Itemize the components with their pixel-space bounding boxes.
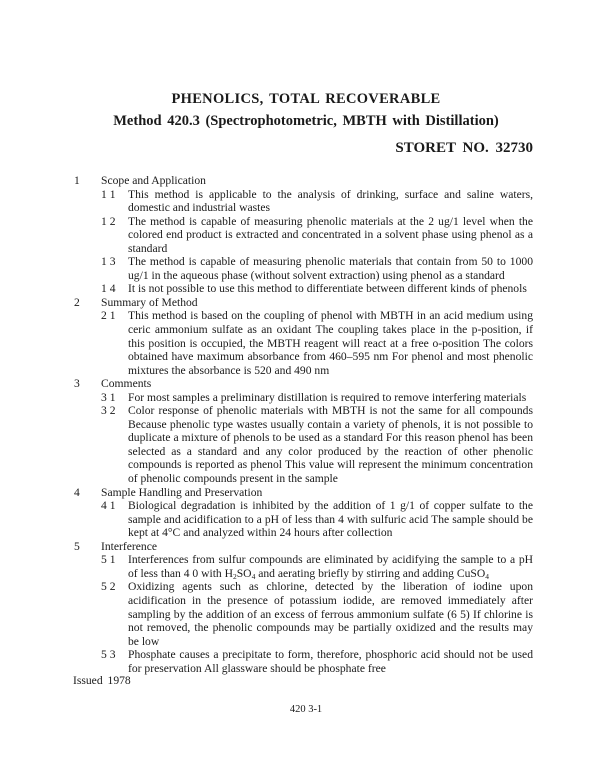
section-title: Comments: [101, 377, 152, 391]
issued-date: Issued 1978: [73, 674, 131, 687]
item-text: This method is applicable to the analysis of drinking, surface and saline waters, domestic and industrial wastes: [128, 187, 533, 215]
section-number: 4: [74, 485, 80, 499]
section-item: [0, 255, 533, 282]
subscript: 4: [251, 571, 256, 581]
item-text: [128, 553, 533, 580]
section-heading: [0, 486, 612, 500]
section-item: [0, 391, 533, 405]
text-run: SO: [236, 566, 252, 580]
section-comments: [0, 377, 612, 485]
section-item: [0, 309, 533, 377]
storet-number: STORET NO. 32730: [395, 140, 533, 156]
section-number: 1: [74, 174, 80, 187]
item-number: 4 1: [101, 499, 116, 513]
item-text: The method is capable of measuring phenolic materials that contain from 50 to 1000 ug/1 in the aqueous phase (without solvent extraction) using phenol as a standard: [128, 255, 533, 282]
section-title: Summary of Method: [101, 295, 198, 309]
page-number: 420 3-1: [289, 704, 323, 715]
section-title: Interference: [101, 539, 157, 553]
item-number: 1 4: [101, 282, 116, 296]
item-text: The method is capable of measuring phenolic materials at the 2 ug/1 level when the colored end product is extracted and concentrated in a solvent phase using phenol as a standard: [128, 214, 533, 255]
item-number: 5 3: [101, 648, 116, 662]
text-run: and aerating briefly by stirring and adding CuSO: [255, 566, 486, 580]
section-item: [0, 553, 533, 580]
text-run: Interferences from sulfur compounds are eliminated by acidifying the sample to a pH of less than 4 0 with H: [128, 553, 533, 580]
section-item: [0, 215, 533, 256]
section-heading: [0, 174, 612, 188]
section-number: 5: [74, 539, 80, 553]
item-text: Phosphate causes a precipitate to form, therefore, phosphoric acid should not be used for preservation All glassware should be phosphate free: [128, 648, 533, 675]
section-interference: [0, 540, 612, 675]
section-number: 3: [74, 377, 80, 391]
item-number: 5 2: [101, 580, 116, 594]
section-sample-handling: [0, 486, 612, 540]
item-text: Oxidizing agents such as chlorine, detected by the liberation of iodine upon acidification in the presence of potassium iodide, are removed immediately after sampling by the addition of an excess of ferrous ammonium sulfate (6 5) If chlorine is not removed, the phenolic compounds may be partially oxidized and the results may be low: [128, 580, 533, 648]
item-number: 2 1: [101, 309, 116, 323]
document-body: [0, 174, 612, 675]
item-text: Color response of phenolic materials with MBTH is not the same for all compounds Because phenolic type wastes usually contain a variety of phenols, it is not possible to duplicate a mixture of phenols to be used as a standard For this reason phenol has been selected as a standard and any color produced by the reaction of other phenolic compounds is reported as phenol This value will represent the minimum concentration of phenolic compounds present in the sample: [128, 404, 533, 486]
section-title: Sample Handling and Preservation: [101, 485, 263, 499]
document-title: PHENOLICS, TOTAL RECOVERABLE: [171, 91, 441, 107]
section-number: 2: [74, 295, 80, 309]
item-text: It is not possible to use this method to differentiate between different kinds of phenols: [128, 282, 527, 296]
section-title: Scope and Application: [101, 174, 206, 187]
section-heading: [0, 377, 612, 391]
subscript: 4: [485, 571, 489, 581]
section-item: [0, 580, 533, 648]
subscript: 2: [232, 571, 237, 581]
method-subtitle: Method 420.3 (Spectrophotometric, MBTH with Distillation): [113, 113, 499, 129]
section-item: [0, 404, 533, 485]
section-heading: [0, 540, 612, 554]
section-summary: [0, 296, 612, 377]
section-scope: [0, 174, 612, 296]
section-item: [0, 282, 533, 296]
section-item: [0, 648, 533, 675]
item-number: 3 2: [101, 404, 116, 418]
item-text: Biological degradation is inhibited by the addition of 1 g/1 of copper sulfate to the sample and acidification to a pH of less than 4 with sulfuric acid The sample should be kept at 4°C and analyzed within 24 hours after collection: [128, 499, 533, 540]
item-number: 1 2: [101, 214, 116, 228]
item-text: This method is based on the coupling of phenol with MBTH in an acid medium using ceric ammonium sulfate as an oxidant The coupling takes place in the p-position, if this position is occupied, the MBTH reagent will react at a free o-position The colors obtained have maximum absorbance from 460–595 nm For phenol and most phenolic mixtures the absorbance is 520 and 490 nm: [128, 309, 533, 377]
item-number: 1 3: [101, 255, 116, 269]
section-item: [0, 499, 533, 540]
item-number: 3 1: [101, 390, 116, 404]
section-heading: [0, 296, 612, 310]
item-number: 5 1: [101, 553, 116, 567]
item-text: For most samples a preliminary distillation is required to remove interfering materials: [128, 390, 527, 404]
section-item: [0, 188, 533, 215]
item-number: 1 1: [101, 187, 116, 201]
